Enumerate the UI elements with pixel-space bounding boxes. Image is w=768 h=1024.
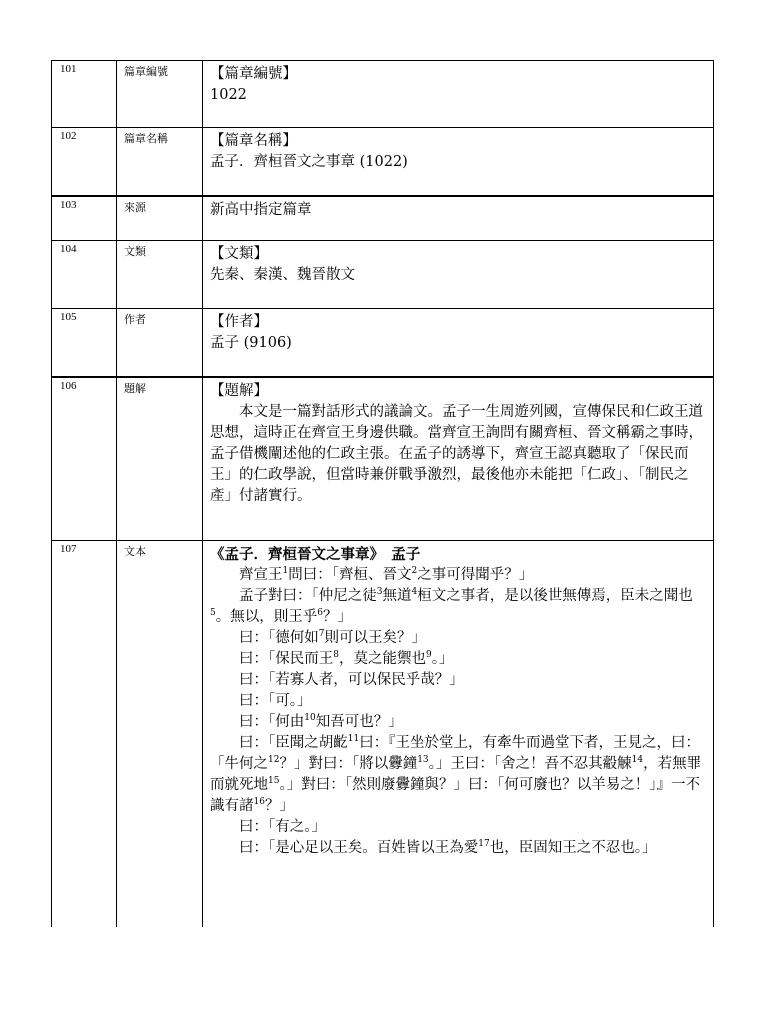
row-103 xyxy=(52,196,714,241)
text-run: 曰：『王坐於堂上，有牽牛而過堂下者，王見之，曰：「牛何之 xyxy=(210,735,700,772)
content-value: 1022 xyxy=(210,87,247,103)
row-label: 篇章編號 xyxy=(117,61,203,128)
text-run: 曰：「臣聞之胡齕 xyxy=(239,735,348,751)
text-run: ？」 xyxy=(264,798,294,814)
row-label: 作者 xyxy=(117,309,203,377)
row-content xyxy=(203,128,714,196)
text-paragraph xyxy=(210,649,707,670)
text-run: 。」對曰：「然則廢釁鐘與？」曰：「何可廢也？以羊易之！」』一不識有諸 xyxy=(210,777,700,814)
text-run: 。無以，則王乎 xyxy=(215,609,318,625)
row-101 xyxy=(52,61,714,128)
footnote-ref: 12 xyxy=(268,755,280,765)
row-label: 題解 xyxy=(117,377,203,541)
text-run: 之事可得聞乎？」 xyxy=(417,567,534,583)
row-content xyxy=(203,541,714,927)
row-number: 106 xyxy=(52,377,117,541)
footnote-ref: 4 xyxy=(411,587,418,597)
footnote-ref: 17 xyxy=(478,839,490,849)
text-paragraph xyxy=(210,838,707,859)
row-number: 107 xyxy=(52,541,117,927)
text-run: 也，臣固知王之不忍也。」 xyxy=(489,840,657,856)
footnote-ref: 3 xyxy=(376,587,383,597)
text-run: 曰：「德何如 xyxy=(239,630,319,646)
row-102 xyxy=(52,128,714,196)
row-104 xyxy=(52,241,714,309)
footnote-ref: 11 xyxy=(347,734,360,744)
content-value: 新高中指定篇章 xyxy=(210,201,312,218)
text-paragraph xyxy=(210,565,707,586)
footnote-ref: 2 xyxy=(411,566,418,576)
text-paragraph xyxy=(210,733,707,817)
row-content xyxy=(203,61,714,128)
text-run: 知吾可也？」 xyxy=(315,714,403,730)
text-paragraph: 曰：「若寡人者，可以保民乎哉？」 xyxy=(239,672,464,688)
row-content xyxy=(203,377,714,541)
text-run: 曰：「何由 xyxy=(239,714,305,730)
text-run: 無道 xyxy=(382,588,412,604)
content-heading: 【題解】 xyxy=(210,382,268,399)
content-heading: 【篇章編號】 xyxy=(210,66,297,82)
footnote-ref: 15 xyxy=(268,776,280,786)
text-run: 桓文之事者，是以後世無傳焉，臣未之聞也 xyxy=(417,588,693,604)
row-label: 來源 xyxy=(117,196,203,241)
text-run: ，莫之能禦也 xyxy=(338,651,426,667)
row-number: 103 xyxy=(52,196,117,241)
text-run: 問曰：「齊桓、晉文 xyxy=(288,567,412,583)
footnote-ref: 6 xyxy=(317,608,323,618)
text-paragraph xyxy=(210,712,707,733)
content-heading: 【作者】 xyxy=(210,314,268,330)
footnote-ref: 16 xyxy=(253,797,265,807)
content-heading: 【篇章名稱】 xyxy=(210,133,297,149)
content-value: 孟子．齊桓晉文之事章 (1022) xyxy=(210,154,408,170)
row-label: 文類 xyxy=(117,241,203,309)
text-run: 曰：「是心足以王矣。百姓皆以王為愛 xyxy=(239,840,479,856)
text-run: 曰：「保民而王 xyxy=(239,651,334,667)
document-table xyxy=(51,60,714,927)
text-run: ，若無罪而就死地 xyxy=(210,756,702,793)
text-run: 齊宣王 xyxy=(239,567,283,583)
footnote-ref: 13 xyxy=(417,755,429,765)
footnote-ref: 8 xyxy=(333,650,339,660)
footnote-ref: 10 xyxy=(304,713,316,723)
text-paragraph: 曰：「有之。」 xyxy=(239,819,326,835)
summary-paragraph: 本文是一篇對話形式的議論文。孟子一生周遊列國，宣傳保民和仁政王道思想，這時正在齊宣王身邊供職。當齊宣王詢問有關齊桓、晉文稱霸之事時，孟子借機闡述他的仁政主張。在孟子的誘導下，齊宣王認真聽取了「保民而王」的仁政學說，但當時兼併戰爭激烈，最後他亦未能把「仁政」、「制民之產」付諸實行。 xyxy=(210,403,703,504)
row-number: 105 xyxy=(52,309,117,377)
text-paragraph xyxy=(210,586,707,628)
row-content xyxy=(203,309,714,377)
text-run: ？」對曰：「將以釁鐘 xyxy=(279,756,418,772)
text-paragraph: 曰：「可。」 xyxy=(239,693,312,709)
text-run: 孟子對曰：「仲尼之徒 xyxy=(239,588,377,604)
row-105 xyxy=(52,309,714,377)
content-value: 孟子 (9106) xyxy=(210,335,292,351)
row-number: 101 xyxy=(52,61,117,128)
row-number: 104 xyxy=(52,241,117,309)
text-run: 。」 xyxy=(431,651,454,667)
row-label: 文本 xyxy=(117,541,203,927)
row-content xyxy=(203,196,714,241)
text-run: 則可以王矣？」 xyxy=(324,630,426,646)
footnote-ref: 7 xyxy=(318,629,325,639)
row-106 xyxy=(52,377,714,541)
row-content xyxy=(203,241,714,309)
text-run: ？」 xyxy=(322,609,352,625)
text-title: 《孟子．齊桓晉文之事章》 孟子 xyxy=(210,546,421,563)
row-number: 102 xyxy=(52,128,117,196)
text-run: 。」王曰：「舍之！吾不忍其觳觫 xyxy=(428,756,632,772)
footnote-ref: 14 xyxy=(631,755,644,765)
row-107 xyxy=(52,541,714,927)
footnote-ref: 5 xyxy=(210,608,216,618)
content-value: 先秦、秦漢、魏晉散文 xyxy=(210,267,355,283)
row-label: 篇章名稱 xyxy=(117,128,203,196)
footnote-ref: 9 xyxy=(425,650,432,660)
text-paragraph xyxy=(210,628,707,649)
footnote-ref: 1 xyxy=(282,566,289,576)
content-heading: 【文類】 xyxy=(210,246,268,262)
